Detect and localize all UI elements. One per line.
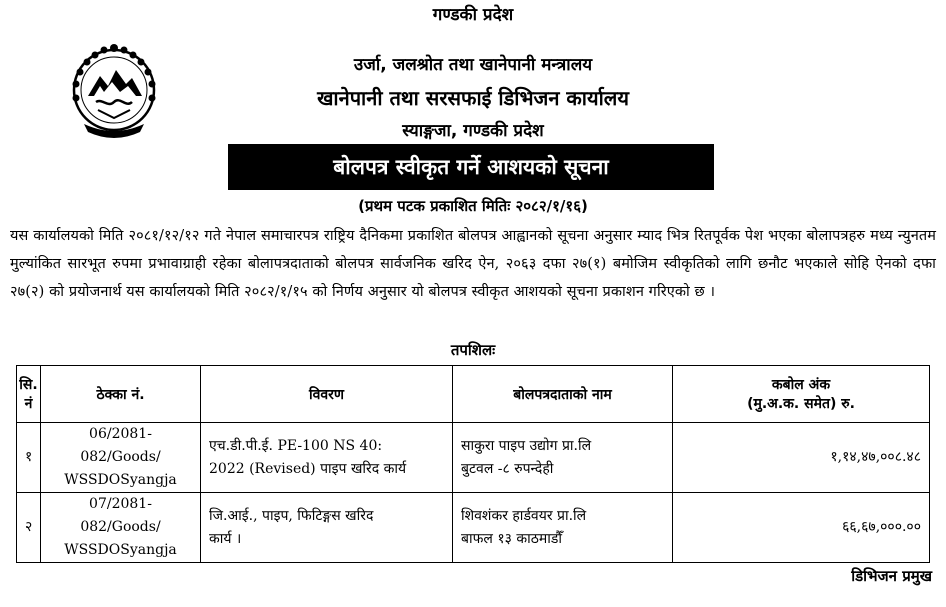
- header-amount-line2: (मु.अ.क. समेत) रु.: [747, 396, 855, 412]
- row-amount: १,१४,४७,००८.४८: [673, 423, 930, 493]
- row-contract-line1: 07/2081-082/Goods/: [80, 496, 161, 535]
- row-amount: ६६,६७,०००.००: [673, 493, 930, 563]
- office-location: स्याङ्गजा, गण्डकी प्रदेश: [402, 121, 544, 141]
- header-amount-line1: कबोल अंक: [771, 377, 831, 393]
- notice-body: यस कार्यालयको मिति २०८१/१२/१२ गते नेपाल समाचारपत्र राष्ट्रिय दैनिकमा प्रकाशित बोलपत्र आह्वानको सूचना अनुसार म्याद भित्र रितपूर्वक पेश भएका बोलापत्रहरु मध्य न्युनतम मुल्यांकित सारभूत रुपमा प्रभावाग्राही रहेका बोलापत्रदाताको बोलपत्र सार्वजनिक खरिद ऐन, २०६३ दफा २७(१) बमोजिम स्वीकृतिको लागि छनौट भएकाले सोहि ऐनको दफा २७(२) को प्रयोजनार्थ यस कार्यालयको मिति २०८२/१/१५ को निर्णय अनुसार यो बोलपत्र स्वीकृत आशयको सूचना प्रकाशन गरिएको छ ।: [10, 228, 936, 300]
- row-description-line2: 2022 (Revised) पाइप खरिद कार्य: [209, 460, 407, 477]
- header-serial-line1: सि.: [19, 377, 38, 393]
- row-contract-line2: WSSDOSyangja: [64, 542, 177, 558]
- row-bidder: [453, 493, 673, 563]
- row-description-line1: जि.आई., पाइप, फिटिङ्गस खरिद: [209, 507, 374, 524]
- row-bidder-line1: साकुरा पाइप उद्योग प्रा.लि: [461, 437, 592, 454]
- row-bidder: [453, 423, 673, 493]
- header-serial-line2: नं: [24, 396, 33, 412]
- row-serial: २: [17, 493, 41, 563]
- row-description: [201, 423, 453, 493]
- header-contract: ठेक्का नं.: [41, 366, 201, 423]
- row-contract: [41, 493, 201, 563]
- row-serial: १: [17, 423, 41, 493]
- row-contract: [41, 423, 201, 493]
- row-contract-line2: WSSDOSyangja: [64, 472, 177, 488]
- row-contract-line1: 06/2081-082/Goods/: [80, 426, 161, 465]
- signature-title: डिभिजन प्रमुख: [851, 567, 932, 585]
- row-bidder-line2: बुटवल -८ रुपन्देही: [461, 460, 554, 477]
- table-row: [17, 423, 930, 493]
- row-description-line2: कार्य ।: [209, 530, 242, 547]
- header-bidder: बोलपत्रदाताको नाम: [453, 366, 673, 423]
- office-name: खानेपानी तथा सरसफाई डिभिजन कार्यालय: [317, 86, 629, 110]
- publication-date: (प्रथम पटक प्रकाशित मितिः २०८२/१/१६): [358, 197, 588, 215]
- header-description: विवरण: [201, 366, 453, 423]
- table-row: [17, 493, 930, 563]
- ministry-name: उर्जा, जलश्रोत तथा खानेपानी मन्त्रालय: [353, 55, 593, 75]
- row-description-line1: एच.डी.पी.ई. PE-100 NS 40:: [209, 437, 383, 454]
- row-bidder-line2: बाफल १३ काठमाडौँ: [461, 530, 562, 547]
- table-header-row: [17, 366, 930, 423]
- row-bidder-line1: शिवशंकर हार्डवयर प्रा.लि: [461, 507, 587, 524]
- header-amount: [673, 366, 930, 423]
- notice-title-banner: बोलपत्र स्वीकृत गर्ने आशयको सूचना: [228, 144, 714, 190]
- province-name: गण्डकी प्रदेश: [432, 5, 514, 25]
- header-serial: [17, 366, 41, 423]
- details-label: तपशिलः: [450, 341, 496, 359]
- row-description: [201, 493, 453, 563]
- bid-table: [16, 365, 930, 563]
